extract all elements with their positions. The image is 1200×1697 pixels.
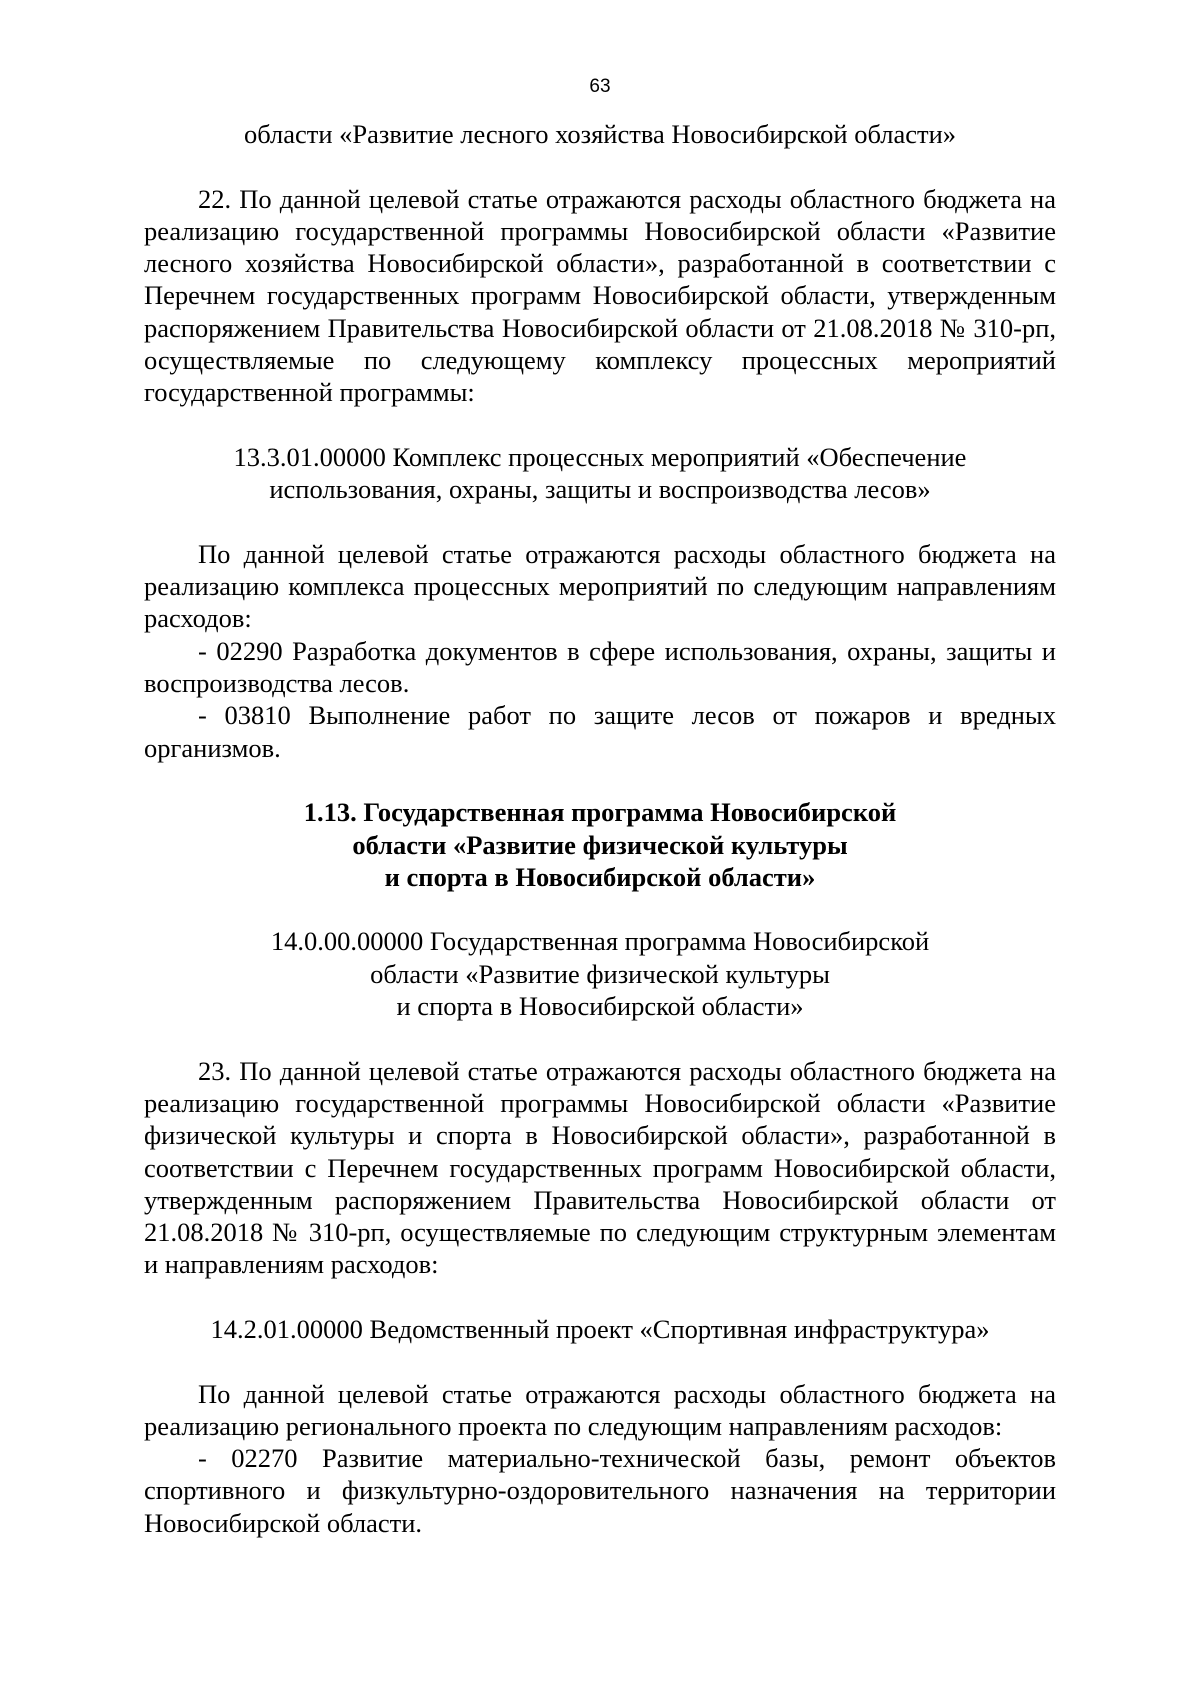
paragraph-14-2: По данной целевой статье отражаются расходы областного бюджета на реализацию регионального проекта по следующим направлениям расходов:: [144, 1378, 1056, 1441]
code-14-line-3: и спорта в Новосибирской области»: [396, 991, 804, 1022]
page-content: [144, 118, 1056, 1539]
code-14-line-2: области «Развитие физической культуры: [370, 958, 830, 989]
code-13-3-line-2: использования, охраны, защиты и воспроизводства лесов»: [269, 474, 931, 505]
section-1-13-line-1: 1.13. Государственная программа Новосибирской: [303, 797, 897, 828]
list-item-02270: - 02270 Развитие материально-технической базы, ремонт объектов спортивного и физкультурно-оздоровительного назначения на территории Новосибирской области.: [144, 1443, 1056, 1538]
code-13-3-line-1: 13.3.01.00000 Комплекс процессных мероприятий «Обеспечение: [233, 441, 967, 472]
code-13-3-heading: [144, 441, 1056, 506]
code-14-heading: [144, 925, 1056, 1022]
section-1-13-line-2: области «Развитие физической культуры: [352, 829, 848, 860]
code-14-2-heading: 14.2.01.00000 Ведомственный проект «Спортивная инфраструктура»: [210, 1313, 990, 1344]
code-14-line-1: 14.0.00.00000 Государственная программа Новосибирской: [270, 926, 930, 957]
paragraph-item-23: 23. По данной целевой статье отражаются расходы областного бюджета на реализацию государственной программы Новосибирской области «Развитие физической культуры и спорта в Новосибирской области», разработанной в соответствии с Перечнем государственных программ Новосибирской области, утвержденным распоряжением Правительства Новосибирской области от 21.08.2018 № 310-рп, осуществляемые по следующим структурным элементам и направлениям расходов:: [144, 1055, 1056, 1280]
paragraph-13-3: По данной целевой статье отражаются расходы областного бюджета на реализацию комплекса процессных мероприятий по следующим направлениям расходов:: [144, 538, 1056, 634]
list-item-02290: - 02290 Разработка документов в сфере использования, охраны, защиты и воспроизводства лесов.: [144, 635, 1056, 699]
section-heading-1-13: [144, 796, 1056, 893]
paragraph-item-22: 22. По данной целевой статье отражаются расходы областного бюджета на реализацию государственной программы Новосибирской области «Развитие лесного хозяйства Новосибирской области», разработанной в соответствии с Перечнем государственных программ Новосибирской области, утвержденным распоряжением Правительства Новосибирской области от 21.08.2018 № 310-рп, осуществляемые по следующему комплексу процессных мероприятий государственной программы:: [144, 183, 1056, 408]
continuation-heading: области «Развитие лесного хозяйства Новосибирской области»: [243, 119, 957, 149]
page-number: 63: [589, 76, 611, 97]
list-item-03810: - 03810 Выполнение работ по защите лесов от пожаров и вредных организмов.: [144, 700, 1056, 763]
section-1-13-line-3: и спорта в Новосибирской области»: [384, 861, 816, 892]
